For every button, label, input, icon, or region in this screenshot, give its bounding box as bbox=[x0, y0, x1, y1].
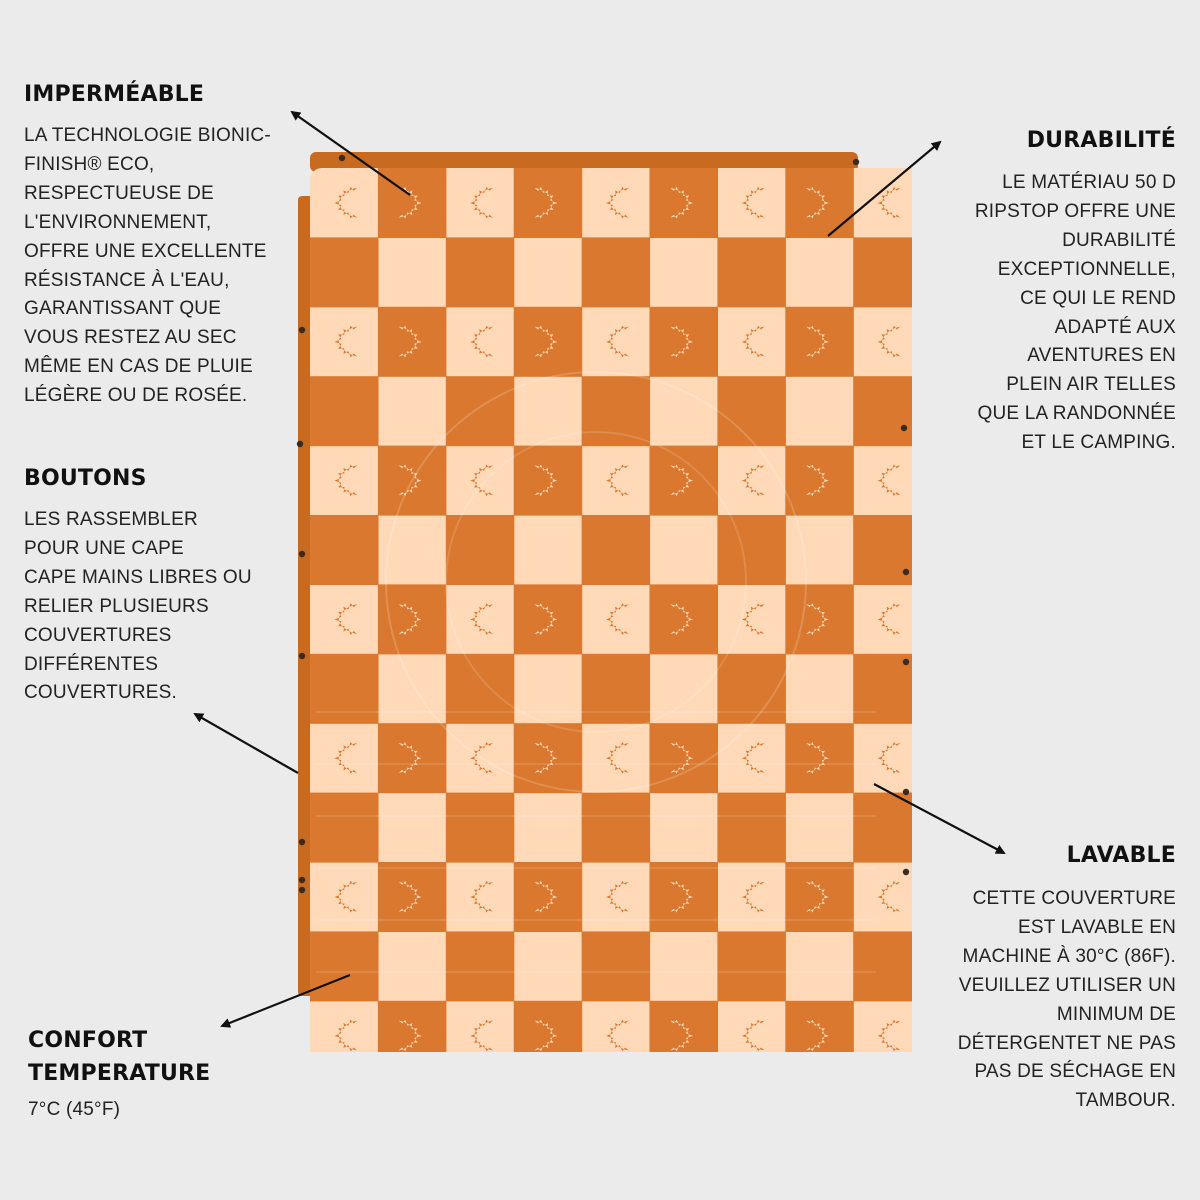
checker-square bbox=[785, 1001, 854, 1052]
blanket-illustration bbox=[296, 152, 912, 1052]
checker-square bbox=[853, 931, 912, 1001]
checker-square bbox=[378, 723, 447, 793]
feature-title-durabilite: DURABILITÉ bbox=[1026, 128, 1176, 153]
feature-text-boutons: LES RASSEMBLER POUR UNE CAPE CAPE MAINS LIBRES OU RELIER PLUSIEURS COUVERTURES DIFFÉRENTES COUVERTURES. bbox=[24, 509, 252, 704]
checker-square bbox=[582, 515, 651, 585]
feature-boutons bbox=[24, 466, 324, 708]
checker-square bbox=[717, 515, 786, 585]
snap-button-icon bbox=[299, 653, 305, 659]
checker-square bbox=[514, 862, 583, 932]
checker-square bbox=[582, 237, 651, 307]
checker-square bbox=[582, 654, 651, 724]
feature-text-durabilite: LE MATÉRIAU 50 D RIPSTOP OFFRE UNE DURABILITÉ EXCEPTIONNELLE, CE QUI LE REND ADAPTÉ AUX AVENTURES EN PLEIN AIR TELLES QUE LA RANDONNÉE ET LE CAMPING. bbox=[974, 172, 1176, 454]
snap-button-icon bbox=[299, 327, 305, 333]
feature-confort-temperature bbox=[28, 1024, 288, 1125]
checker-square bbox=[310, 654, 379, 724]
checker-square bbox=[853, 654, 912, 724]
checker-square bbox=[514, 307, 583, 377]
checker-square bbox=[514, 584, 583, 654]
arrow-boutons bbox=[195, 714, 298, 773]
checker-square bbox=[717, 376, 786, 446]
snap-button-icon bbox=[297, 441, 303, 447]
checker-square bbox=[310, 237, 379, 307]
feature-impermeable bbox=[24, 82, 324, 411]
snap-button-icon bbox=[299, 887, 305, 893]
checker-square bbox=[514, 168, 583, 238]
feature-text-impermeable: LA TECHNOLOGIE BIONIC- FINISH® ECO, RESPECTUEUSE DE L'ENVIRONNEMENT, OFFRE UNE EXCELLENTE RÉSISTANCE À L'EAU, GARANTISSANT QUE VOUS RESTEZ AU SEC MÊME EN CAS DE PLUIE LÉGÈRE OU DE ROSÉE. bbox=[24, 125, 271, 407]
checker-square bbox=[785, 723, 854, 793]
checker-square bbox=[785, 168, 854, 238]
snap-button-icon bbox=[903, 569, 909, 575]
snap-button-icon bbox=[299, 839, 305, 845]
checker-square bbox=[310, 515, 379, 585]
feature-lavable bbox=[876, 843, 1176, 1116]
checker-square bbox=[378, 307, 447, 377]
blanket-product-image bbox=[296, 152, 912, 1052]
checker-square bbox=[514, 723, 583, 793]
checker-square bbox=[378, 168, 447, 238]
checker-square bbox=[310, 376, 379, 446]
checker-square bbox=[717, 654, 786, 724]
checker-square bbox=[378, 862, 447, 932]
checker-square bbox=[378, 584, 447, 654]
checker-square bbox=[446, 931, 515, 1001]
snap-button-icon bbox=[299, 877, 305, 883]
checker-square bbox=[785, 584, 854, 654]
checker-square bbox=[853, 515, 912, 585]
checker-square bbox=[582, 376, 651, 446]
snap-button-icon bbox=[903, 869, 909, 875]
feature-title-boutons: BOUTONS bbox=[24, 466, 147, 491]
checker-square bbox=[446, 793, 515, 863]
checker-square bbox=[785, 862, 854, 932]
checker-square bbox=[514, 1001, 583, 1052]
checker-square bbox=[582, 931, 651, 1001]
snap-button-icon bbox=[901, 425, 907, 431]
checker-square bbox=[446, 237, 515, 307]
feature-title-confort: CONFORT TEMPERATURE bbox=[28, 1028, 211, 1086]
checker-square bbox=[582, 793, 651, 863]
snap-button-icon bbox=[853, 159, 859, 165]
checker-square bbox=[853, 793, 912, 863]
checker-square bbox=[310, 793, 379, 863]
checker-square bbox=[650, 307, 719, 377]
checker-square bbox=[446, 376, 515, 446]
checker-square bbox=[650, 168, 719, 238]
snap-button-icon bbox=[339, 155, 345, 161]
feature-title-impermeable: IMPERMÉABLE bbox=[24, 82, 205, 107]
feature-text-confort: 7°C (45°F) bbox=[28, 1099, 121, 1120]
checker-square bbox=[650, 862, 719, 932]
checker-square bbox=[378, 1001, 447, 1052]
snap-button-icon bbox=[299, 551, 305, 557]
feature-title-lavable: LAVABLE bbox=[1066, 843, 1176, 868]
feature-text-lavable: CETTE COUVERTURE EST LAVABLE EN MACHINE À 30°C (86F). VEUILLEZ UTILISER UN MINIMUM DE DÉTERGENTET NE PAS PAS DE SÉCHAGE EN TAMBOUR. bbox=[957, 888, 1176, 1112]
checker-square bbox=[785, 446, 854, 516]
checker-square bbox=[514, 446, 583, 516]
checker-square bbox=[853, 376, 912, 446]
checker-square bbox=[717, 793, 786, 863]
checker-square bbox=[650, 1001, 719, 1052]
checker-square bbox=[310, 931, 379, 1001]
feature-durabilite bbox=[876, 128, 1176, 458]
snap-button-icon bbox=[903, 659, 909, 665]
checker-square bbox=[717, 931, 786, 1001]
checker-square bbox=[853, 237, 912, 307]
checker-square bbox=[446, 654, 515, 724]
checker-square bbox=[650, 584, 719, 654]
snap-button-icon bbox=[903, 789, 909, 795]
checker-square bbox=[785, 307, 854, 377]
checker-square bbox=[717, 237, 786, 307]
